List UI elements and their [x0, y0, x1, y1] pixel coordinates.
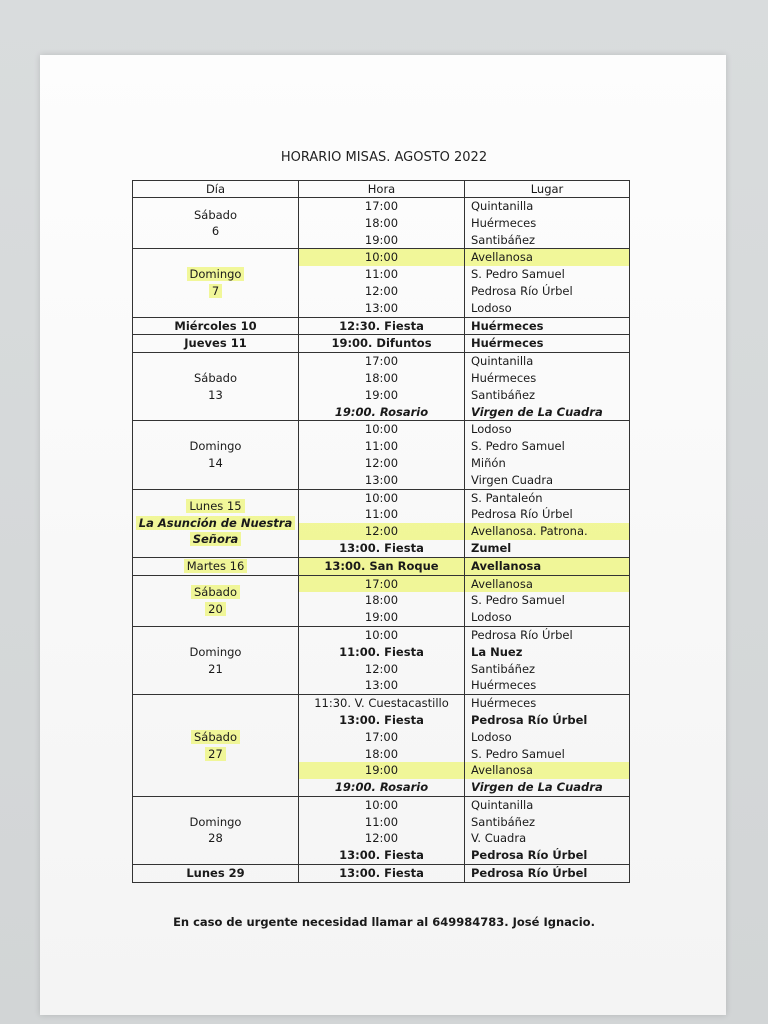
hora-cell: [299, 575, 465, 626]
lugar-cell: [465, 796, 630, 864]
hora-value: 13:00. Fiesta: [339, 540, 424, 555]
hora-value: 17:00: [364, 199, 399, 213]
day-label: Lunes 15: [186, 499, 244, 513]
hora-cell: [299, 249, 465, 317]
lugar-value: Pedrosa Río Úrbel: [471, 627, 573, 642]
hora-value: 17:00: [364, 729, 399, 744]
document-title: HORARIO MISAS. AGOSTO 2022: [280, 150, 488, 165]
table-row: [133, 317, 630, 335]
hora-value: 10:00: [364, 797, 399, 812]
table-row: [133, 353, 630, 421]
day-cell: [133, 575, 299, 626]
hora-cell: [299, 421, 465, 489]
lugar-value: Virgen Cuadra: [471, 472, 554, 487]
hora-value: 12:00: [364, 661, 399, 676]
day-cell: [133, 557, 299, 575]
lugar-value: Huérmeces: [471, 370, 537, 385]
lugar-value: Pedrosa Río Úrbel: [471, 712, 588, 727]
day-label: Domingo: [189, 644, 242, 659]
hora-value: 19:00. Rosario: [334, 780, 429, 795]
day-cell: [133, 249, 299, 317]
hora-value: 13:00: [364, 472, 399, 487]
hora-value: 19:00: [364, 610, 399, 625]
day-label: Sábado: [191, 585, 240, 599]
day-cell: [133, 865, 299, 883]
table-header-row: [133, 181, 630, 198]
lugar-value: Pedrosa Río Úrbel: [471, 507, 573, 522]
lugar-value: Huérmeces: [471, 696, 537, 711]
table-body: [133, 198, 630, 883]
table-row: [133, 575, 630, 626]
day-label: Sábado: [191, 730, 240, 744]
hora-value: 13:00. Fiesta: [339, 866, 424, 881]
day-cell: [133, 796, 299, 864]
lugar-value: Lodoso: [471, 729, 512, 744]
lugar-cell: [465, 489, 630, 557]
hora-cell: [299, 335, 465, 353]
day-label: Miércoles 10: [174, 318, 257, 333]
lugar-value: Quintanilla: [471, 354, 534, 369]
lugar-value: Santibáñez: [471, 387, 536, 402]
lugar-cell: [465, 317, 630, 335]
lugar-value: Avellanosa: [465, 762, 629, 779]
lugar-value: Santibáñez: [471, 232, 536, 247]
lugar-value: S. Pedro Samuel: [471, 593, 565, 608]
lugar-value: S. Pedro Samuel: [471, 267, 565, 282]
header-hora: Hora: [299, 181, 465, 198]
day-label: Domingo: [189, 439, 242, 454]
hora-value: 12:00: [364, 455, 399, 470]
lugar-value: Pedrosa Río Úrbel: [471, 848, 588, 863]
hora-value: 10:00: [364, 422, 399, 437]
hora-cell: [299, 489, 465, 557]
hora-value: 11:30. V. Cuestacastillo: [314, 696, 449, 711]
hora-value: 10:00: [364, 490, 399, 505]
lugar-cell: [465, 421, 630, 489]
day-cell: [133, 353, 299, 421]
hora-value: 11:00: [364, 267, 399, 282]
hora-value: 18:00: [364, 746, 399, 761]
hora-value: 19:00. Rosario: [334, 404, 429, 419]
lugar-cell: [465, 557, 630, 575]
lugar-value: Avellanosa. Patrona.: [465, 523, 629, 540]
hora-cell: [299, 865, 465, 883]
lugar-value: La Nuez: [471, 644, 523, 659]
day-cell: [133, 626, 299, 694]
day-label: Sábado: [193, 371, 238, 386]
day-label: Jueves 11: [184, 336, 247, 351]
day-label: 13: [208, 387, 223, 402]
lugar-value: Lodoso: [471, 300, 512, 315]
hora-cell: [299, 317, 465, 335]
hora-value: 12:00: [364, 283, 399, 298]
day-label: La Asunción de Nuestra: [136, 516, 295, 530]
lugar-value: S. Pantaleón: [471, 490, 543, 505]
day-label: 21: [208, 661, 223, 676]
table-row: [133, 865, 630, 883]
mass-schedule-table: [132, 180, 630, 883]
header-lugar: Lugar: [465, 181, 630, 198]
day-label: Sábado: [193, 207, 238, 222]
day-label: Señora: [190, 532, 242, 546]
hora-value: 13:00: [364, 678, 399, 693]
day-cell: [133, 317, 299, 335]
hora-cell: [299, 796, 465, 864]
table-row: [133, 249, 630, 317]
lugar-cell: [465, 865, 630, 883]
hora-value: 12:00: [299, 523, 464, 540]
hora-cell: [299, 353, 465, 421]
lugar-value: Pedrosa Río Úrbel: [471, 283, 573, 298]
lugar-value: Lodoso: [471, 422, 512, 437]
lugar-cell: [465, 575, 630, 626]
hora-value: 18:00: [364, 370, 399, 385]
lugar-value: Avellanosa: [465, 249, 629, 266]
lugar-cell: [465, 695, 630, 797]
hora-value: 13:00. Fiesta: [339, 712, 424, 727]
lugar-cell: [465, 335, 630, 353]
table-row: [133, 489, 630, 557]
lugar-value: Quintanilla: [471, 199, 534, 213]
hora-value: 19:00: [364, 387, 399, 402]
lugar-value: Lodoso: [471, 610, 512, 625]
lugar-value: Santibáñez: [471, 814, 536, 829]
day-cell: [133, 198, 299, 249]
table-row: [133, 626, 630, 694]
hora-cell: [299, 695, 465, 797]
hora-value: 19:00. Difuntos: [331, 336, 432, 351]
lugar-value: Huérmeces: [471, 336, 544, 351]
day-label: 14: [208, 455, 223, 470]
hora-value: 10:00: [364, 627, 399, 642]
table-row: [133, 557, 630, 575]
day-label: 7: [209, 284, 222, 298]
hora-value: 12:00: [364, 831, 399, 846]
hora-value: 19:00: [299, 762, 464, 779]
day-label: 6: [211, 224, 220, 239]
day-cell: [133, 421, 299, 489]
hora-value: 18:00: [364, 215, 399, 230]
hora-value: 13:00. Fiesta: [339, 848, 424, 863]
lugar-value: Huérmeces: [471, 215, 537, 230]
hora-value: 17:00: [299, 576, 464, 593]
lugar-value: Santibáñez: [471, 661, 536, 676]
lugar-value: V. Cuadra: [471, 831, 527, 846]
lugar-cell: [465, 353, 630, 421]
table-row: [133, 335, 630, 353]
footer-note: En caso de urgente necesidad llamar al 649984783. José Ignacio.: [173, 915, 595, 929]
hora-cell: [299, 626, 465, 694]
table-row: [133, 198, 630, 249]
lugar-cell: [465, 626, 630, 694]
lugar-value: Virgen de La Cuadra: [471, 404, 603, 419]
table-row: [133, 695, 630, 797]
day-label: Lunes 29: [186, 866, 245, 881]
hora-value: 18:00: [364, 593, 399, 608]
hora-value: 19:00: [364, 232, 399, 247]
hora-value: 17:00: [364, 354, 399, 369]
lugar-value: Virgen de La Cuadra: [471, 780, 603, 795]
lugar-value: Avellanosa: [465, 576, 629, 593]
day-label: Martes 16: [184, 559, 248, 573]
hora-cell: [299, 198, 465, 249]
day-cell: [133, 489, 299, 557]
lugar-value: Avellanosa: [465, 558, 629, 575]
hora-value: 11:00: [364, 814, 399, 829]
lugar-value: Pedrosa Río Úrbel: [471, 866, 588, 881]
day-label: 20: [205, 602, 226, 616]
hora-value: 11:00: [364, 507, 399, 522]
lugar-value: Huérmeces: [471, 318, 544, 333]
day-cell: [133, 335, 299, 353]
hora-value: 13:00: [364, 300, 399, 315]
lugar-value: Quintanilla: [471, 797, 534, 812]
hora-value: 13:00. San Roque: [299, 558, 464, 575]
day-label: 27: [205, 747, 226, 761]
hora-value: 11:00: [364, 439, 399, 454]
hora-value: 10:00: [299, 249, 464, 266]
day-label: Domingo: [189, 814, 242, 829]
hora-cell: [299, 557, 465, 575]
table-row: [133, 421, 630, 489]
hora-value: 12:30. Fiesta: [339, 318, 424, 333]
lugar-cell: [465, 249, 630, 317]
table-row: [133, 796, 630, 864]
lugar-value: S. Pedro Samuel: [471, 439, 565, 454]
lugar-cell: [465, 198, 630, 249]
lugar-value: Zumel: [471, 540, 512, 555]
lugar-value: S. Pedro Samuel: [471, 746, 565, 761]
lugar-value: Huérmeces: [471, 678, 537, 693]
day-label: Domingo: [187, 267, 245, 281]
header-dia: Día: [133, 181, 299, 198]
hora-value: 11:00. Fiesta: [339, 644, 424, 659]
lugar-value: Miñón: [471, 455, 506, 470]
day-cell: [133, 695, 299, 797]
day-label: 28: [208, 831, 223, 846]
